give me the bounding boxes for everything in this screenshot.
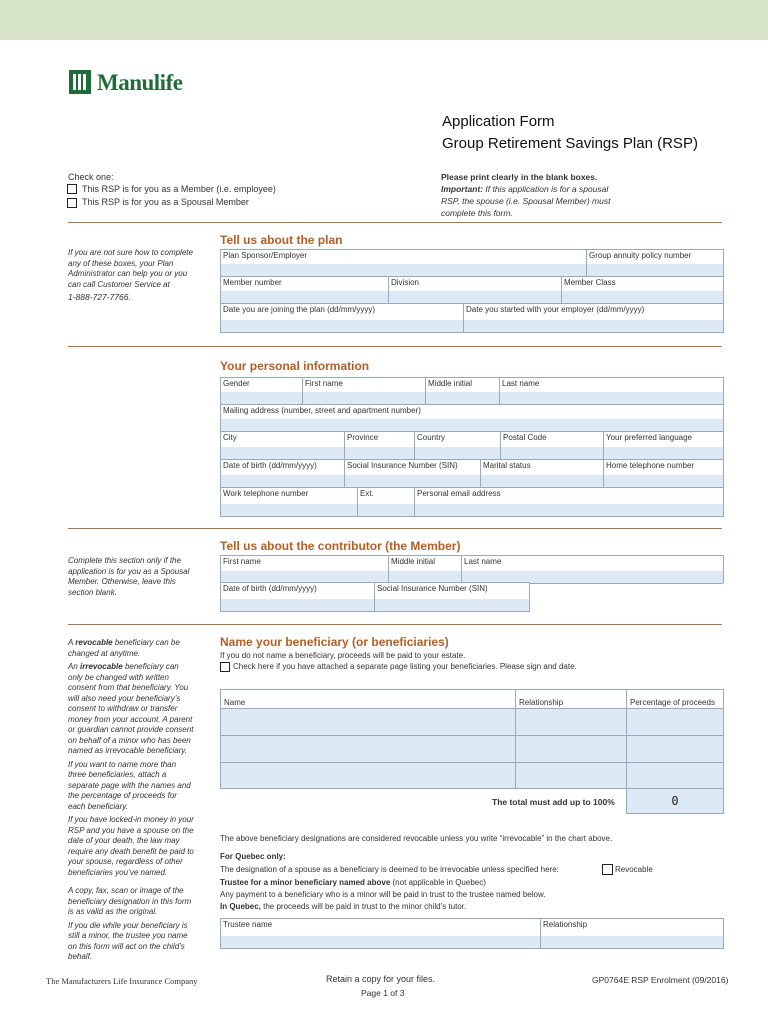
field-label: Plan Sponsor/Employer xyxy=(223,251,308,260)
contributor-middle-initial-field[interactable] xyxy=(389,556,462,584)
input-fill[interactable] xyxy=(389,291,561,303)
text: An xyxy=(68,662,81,671)
member-number-field[interactable] xyxy=(221,277,389,304)
input-fill[interactable] xyxy=(415,504,723,516)
contributor-sin-field[interactable] xyxy=(375,583,529,611)
input-fill[interactable] xyxy=(562,291,723,303)
side-note-line: behalf. xyxy=(68,952,93,961)
side-note-line: named as irrevocable beneficiary. xyxy=(68,746,188,755)
brand-name: Manulife xyxy=(97,70,183,95)
side-note-line: only be changed with written xyxy=(68,672,169,682)
city-field[interactable] xyxy=(221,432,345,460)
field-label: Country xyxy=(417,433,446,442)
plan-side-note xyxy=(68,248,213,303)
side-note-line: application is for you as a Spousal xyxy=(68,566,190,576)
side-note-line: Complete this section only if the xyxy=(68,556,181,565)
important-label: Important: xyxy=(441,184,484,194)
input-fill[interactable] xyxy=(303,392,425,404)
field-label: Member number xyxy=(223,278,282,287)
contributor-name-grid xyxy=(220,555,724,583)
input-fill[interactable] xyxy=(221,264,586,276)
side-note-line: If you die while your beneficiary is xyxy=(68,920,188,930)
text: Trustee for a minor beneficiary named above xyxy=(220,878,391,887)
retain-copy-note: Retain a copy for your files. xyxy=(326,974,436,984)
field-label: Date of birth (dd/mm/yyyy) xyxy=(223,584,317,593)
beneficiary-2-percentage[interactable] xyxy=(627,736,723,763)
beneficiary-section-title: Name your beneficiary (or beneficiaries) xyxy=(220,635,449,649)
side-note-line: RSP and you have a spouse on the xyxy=(68,825,194,835)
text: In Quebec, xyxy=(220,902,261,911)
side-note-line: still a minor, the trustee you name xyxy=(68,931,188,940)
side-note-line: three beneficiaries, attach a xyxy=(68,770,167,779)
text: the proceeds will be paid in trust to the minor child’s tutor. xyxy=(260,902,467,911)
side-note-line: on behalf of a minor who has been xyxy=(68,735,191,745)
plan-sponsor-field[interactable] xyxy=(221,250,587,277)
attached-page-label: Check here if you have attached a separate page listing your beneficiaries. Please sign and date. xyxy=(233,662,577,671)
division-field[interactable] xyxy=(389,277,562,304)
input-fill[interactable] xyxy=(375,599,529,611)
first-name-field[interactable] xyxy=(303,378,426,405)
field-label: First name xyxy=(305,379,343,388)
field-label: Marital status xyxy=(483,461,531,470)
col-header-name xyxy=(221,690,516,709)
check-one-label: Check one: xyxy=(68,172,114,182)
trustee-heading xyxy=(220,878,486,887)
side-note-line: consent from that beneficiary. You xyxy=(68,683,189,692)
input-fill[interactable] xyxy=(221,392,302,404)
plan-fields-grid xyxy=(220,249,724,333)
trustee-relationship-field[interactable] xyxy=(541,919,723,948)
input-fill[interactable] xyxy=(604,475,723,487)
beneficiary-1-percentage[interactable] xyxy=(627,709,723,736)
header-label: Name xyxy=(224,698,246,707)
side-note-line: money from your account. A parent xyxy=(68,714,193,724)
home-phone-field[interactable] xyxy=(604,460,723,488)
contributor-dob-grid xyxy=(220,582,530,612)
important-line-3: complete this form. xyxy=(441,208,513,218)
field-label: Trustee name xyxy=(223,920,273,929)
input-fill[interactable] xyxy=(481,475,603,487)
field-label: Home telephone number xyxy=(606,461,695,470)
revocable-label: Revocable xyxy=(615,865,653,874)
side-note-line: Member. Otherwise, leave this xyxy=(68,577,176,586)
side-note-line: the percentage of proceeds for xyxy=(68,791,177,800)
field-label: Social Insurance Number (SIN) xyxy=(377,584,488,593)
header-label: Percentage of proceeds xyxy=(630,698,715,707)
field-label: Work telephone number xyxy=(223,489,309,498)
header-label: Relationship xyxy=(519,698,564,707)
joining-date-field[interactable] xyxy=(221,304,464,332)
manulife-logo-icon xyxy=(69,70,91,94)
field-label: Postal Code xyxy=(503,433,547,442)
beneficiary-2-relationship[interactable] xyxy=(516,736,627,763)
personal-fields-grid xyxy=(220,377,724,517)
input-fill[interactable] xyxy=(221,504,357,516)
spousal-option-label: This RSP is for you as a Spousal Member xyxy=(82,197,249,207)
input-fill[interactable] xyxy=(221,475,344,487)
member-checkbox[interactable] xyxy=(67,184,77,194)
field-label: Mailing address (number, street and apartment number) xyxy=(223,406,421,415)
input-fill[interactable] xyxy=(604,447,723,459)
work-phone-field[interactable] xyxy=(221,488,358,516)
plan-section-title: Tell us about the plan xyxy=(220,233,343,247)
email-field[interactable] xyxy=(415,488,723,516)
personal-section-title: Your personal information xyxy=(220,359,370,373)
text: (not applicable in Quebec) xyxy=(390,878,486,887)
contributor-dob-field[interactable] xyxy=(221,583,375,611)
start-date-field[interactable] xyxy=(464,304,723,332)
marital-status-field[interactable] xyxy=(481,460,604,488)
input-fill[interactable] xyxy=(221,291,388,303)
text: A xyxy=(68,638,76,647)
total-percentage-field[interactable]: 0 xyxy=(626,789,724,814)
text: irrevocable xyxy=(80,662,123,671)
trustee-name-field[interactable] xyxy=(221,919,541,948)
side-note-line: A copy, fax, scan or image of the xyxy=(68,886,184,895)
side-note-line: changed at anytime. xyxy=(68,648,141,658)
form-subtitle: Group Retirement Savings Plan (RSP) xyxy=(442,135,698,152)
contributor-section-title: Tell us about the contributor (the Member) xyxy=(220,539,461,553)
side-note-line: is as valid as the original. xyxy=(68,907,158,916)
side-note-line: 1-888-727-7766. xyxy=(68,292,131,302)
side-note-line: require any death benefit be paid to xyxy=(68,846,194,856)
input-fill[interactable] xyxy=(464,320,723,332)
side-note-line: date of your death, the law may xyxy=(68,836,180,845)
print-clearly-note: Please print clearly in the blank boxes. xyxy=(441,172,598,182)
side-note-line: beneficiaries you’ve named. xyxy=(68,867,168,877)
contributor-last-name-field[interactable] xyxy=(462,556,723,584)
contributor-first-name-field[interactable] xyxy=(221,556,389,584)
side-note-line: will also need your beneficiary’s xyxy=(68,693,181,703)
side-note-line: any of these boxes, your Plan xyxy=(68,258,174,268)
gender-field[interactable] xyxy=(221,378,303,405)
quebec-tutor-note xyxy=(220,902,466,911)
beneficiary-1-name[interactable] xyxy=(221,709,516,736)
form-title: Application Form xyxy=(442,113,555,130)
important-text: If this application is for a spousal xyxy=(483,184,609,194)
side-note-line: Administrator can help you or you xyxy=(68,269,188,278)
preferred-language-field[interactable] xyxy=(604,432,723,460)
input-fill[interactable] xyxy=(221,447,344,459)
field-label: Last name xyxy=(502,379,540,388)
top-banner xyxy=(0,0,768,40)
side-note-line: If you have locked-in money in your xyxy=(68,815,194,824)
field-label: Personal email address xyxy=(417,489,501,498)
quebec-text: The designation of a spouse as a beneficiary is deemed to be irrevocable unless specified here: xyxy=(220,865,559,874)
side-note-line: separate page with the names and xyxy=(68,780,191,790)
side-note-line: section blank. xyxy=(68,587,117,597)
estate-note: If you do not name a beneficiary, proceeds will be paid to your estate. xyxy=(220,651,466,660)
input-fill[interactable] xyxy=(500,392,723,404)
side-note-line: can call Customer Service at xyxy=(68,279,170,289)
form-code: GP0764E RSP Enrolment (09/2016) xyxy=(592,975,729,985)
field-label: Relationship xyxy=(543,920,588,929)
province-field[interactable] xyxy=(345,432,415,460)
input-fill[interactable] xyxy=(221,936,540,948)
input-fill[interactable] xyxy=(221,419,723,431)
trustee-text: Any payment to a beneficiary who is a minor will be paid in trust to the trustee named below. xyxy=(220,890,546,899)
last-name-field[interactable] xyxy=(500,378,723,405)
col-header-percentage xyxy=(627,690,723,709)
input-fill[interactable] xyxy=(221,320,463,332)
beneficiary-table xyxy=(220,689,724,789)
text: revocable xyxy=(75,638,113,647)
policy-number-field[interactable] xyxy=(587,250,723,277)
input-fill[interactable] xyxy=(345,475,480,487)
mailing-address-field[interactable] xyxy=(221,405,723,432)
side-note-line: beneficiary designation in this form xyxy=(68,896,192,906)
beneficiary-1-relationship[interactable] xyxy=(516,709,627,736)
input-fill[interactable] xyxy=(501,447,603,459)
field-label: Middle initial xyxy=(391,557,436,566)
text: beneficiary can xyxy=(122,662,179,671)
country-field[interactable] xyxy=(415,432,501,460)
field-label: Your preferred language xyxy=(606,433,692,442)
member-class-field[interactable] xyxy=(562,277,723,304)
field-label: Social Insurance Number (SIN) xyxy=(347,461,458,470)
field-label: Gender xyxy=(223,379,250,388)
side-note-line: each beneficiary. xyxy=(68,801,128,811)
middle-initial-field[interactable] xyxy=(426,378,500,405)
input-fill[interactable] xyxy=(587,264,723,276)
side-note-line: on this form will act on the child’s xyxy=(68,941,185,951)
sin-field[interactable] xyxy=(345,460,481,488)
side-note-line: or guardian cannot provide consent xyxy=(68,725,194,734)
field-label: City xyxy=(223,433,237,442)
input-fill[interactable] xyxy=(345,447,414,459)
date-of-birth-field[interactable] xyxy=(221,460,345,488)
revocable-note xyxy=(68,638,213,649)
field-label: Division xyxy=(391,278,420,287)
side-note-line: If you are not sure how to complete xyxy=(68,248,193,257)
field-label: Last name xyxy=(464,557,502,566)
section-divider xyxy=(68,528,722,529)
field-label: Date of birth (dd/mm/yyyy) xyxy=(223,461,317,470)
important-line-2: RSP, the spouse (i.e. Spousal Member) must xyxy=(441,196,611,206)
total-label: The total must add up to 100% xyxy=(492,797,615,807)
field-label: Member Class xyxy=(564,278,616,287)
field-label: First name xyxy=(223,557,261,566)
attached-page-checkbox[interactable] xyxy=(220,662,230,672)
beneficiary-3-relationship[interactable] xyxy=(516,763,627,788)
extension-field[interactable] xyxy=(358,488,415,516)
page-number: Page 1 of 3 xyxy=(361,988,405,998)
field-label: Date you started with your employer (dd/mm/yyyy) xyxy=(466,305,645,314)
section-divider xyxy=(68,624,722,625)
revocable-checkbox[interactable] xyxy=(602,864,613,875)
input-fill[interactable] xyxy=(415,447,500,459)
beneficiary-3-percentage[interactable] xyxy=(627,763,723,788)
field-label: Ext. xyxy=(360,489,374,498)
field-label: Date you are joining the plan (dd/mm/yyyy) xyxy=(223,305,376,314)
important-note xyxy=(441,183,651,219)
field-label: Province xyxy=(347,433,379,442)
field-label: Middle initial xyxy=(428,379,473,388)
input-fill[interactable] xyxy=(541,936,723,948)
spousal-member-checkbox[interactable] xyxy=(67,198,77,208)
beneficiary-2-name[interactable] xyxy=(221,736,516,763)
contributor-side-note xyxy=(68,556,213,598)
field-label: Group annuity policy number xyxy=(589,251,692,260)
beneficiary-3-name[interactable] xyxy=(221,763,516,788)
revocable-designation-note: The above beneficiary designations are considered revocable unless you write “irrevocable” in the chart above. xyxy=(220,834,613,843)
section-divider xyxy=(68,222,722,223)
input-fill[interactable] xyxy=(358,504,414,516)
side-note-line: your spouse, regardless of other xyxy=(68,857,183,866)
irrevocable-note xyxy=(68,662,213,673)
postal-code-field[interactable] xyxy=(501,432,604,460)
side-note-line: If you want to name more than xyxy=(68,759,177,769)
col-header-relationship xyxy=(516,690,627,709)
input-fill[interactable] xyxy=(426,392,499,404)
member-option-label: This RSP is for you as a Member (i.e. employee) xyxy=(82,184,276,194)
side-note-line: consent to withdraw or transfer xyxy=(68,704,178,713)
quebec-title: For Quebec only: xyxy=(220,852,286,861)
company-name: The Manufacturers Life Insurance Company xyxy=(46,976,198,986)
trustee-grid xyxy=(220,918,724,949)
text: beneficiary can be xyxy=(112,638,180,647)
beneficiary-side-notes xyxy=(68,638,213,963)
section-divider xyxy=(68,346,722,347)
input-fill[interactable] xyxy=(221,599,374,611)
